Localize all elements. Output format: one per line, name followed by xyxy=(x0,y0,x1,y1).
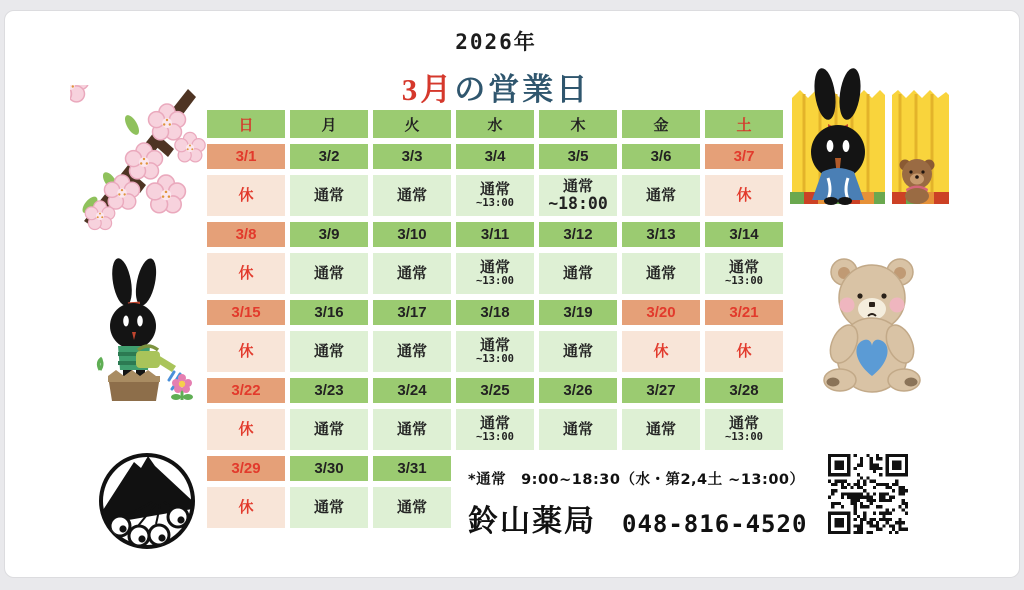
date-cell: 3/31 xyxy=(373,456,451,481)
weekday-header-3: 火 xyxy=(373,110,451,138)
mountain-bells-logo-icon xyxy=(92,442,202,560)
status-label: 通常 xyxy=(562,342,593,360)
status-label: 通常 xyxy=(645,420,676,438)
title-month: 3月 xyxy=(401,72,455,107)
status-label: 通常 xyxy=(396,264,427,282)
status-cell xyxy=(290,409,368,450)
date-cell: 3/25 xyxy=(456,378,534,403)
qr-code xyxy=(828,453,908,535)
closing-time-label: ~13:00 xyxy=(476,196,514,209)
closing-time-label: ~13:00 xyxy=(476,352,514,365)
closing-time-label: ~13:00 xyxy=(476,430,514,443)
weekday-header-2: 月 xyxy=(290,110,368,138)
status-label: 通常 xyxy=(728,415,759,433)
date-cell: 3/4 xyxy=(456,144,534,169)
date-cell: 3/14 xyxy=(705,222,783,247)
footer-shop-line xyxy=(468,496,807,540)
status-cell xyxy=(373,409,451,450)
status-cell xyxy=(373,253,451,294)
date-cell: 3/1 xyxy=(207,144,285,169)
cherry-blossom-illustration xyxy=(70,85,210,235)
status-label: 休 xyxy=(238,264,254,282)
date-cell: 3/17 xyxy=(373,300,451,325)
weekday-header-5: 木 xyxy=(539,110,617,138)
qr-code-icon xyxy=(828,453,908,535)
date-cell: 3/11 xyxy=(456,222,534,247)
status-label: 通常 xyxy=(645,186,676,204)
status-cell xyxy=(456,331,534,372)
date-cell: 3/23 xyxy=(290,378,368,403)
status-label: 休 xyxy=(736,342,752,360)
status-cell xyxy=(373,175,451,216)
date-cell: 3/13 xyxy=(622,222,700,247)
header xyxy=(207,26,785,109)
status-label: 休 xyxy=(736,186,752,204)
status-cell xyxy=(290,175,368,216)
status-label: 通常 xyxy=(313,342,344,360)
status-label: 休 xyxy=(238,342,254,360)
status-label: 休 xyxy=(653,342,669,360)
date-cell: 3/7 xyxy=(705,144,783,169)
status-cell xyxy=(539,409,617,450)
date-cell: 3/3 xyxy=(373,144,451,169)
status-cell xyxy=(705,175,783,216)
status-label: 通常 xyxy=(396,342,427,360)
closing-time-label: ~13:00 xyxy=(725,430,763,443)
rabbit-watering-illustration xyxy=(78,258,203,403)
date-cell: 3/20 xyxy=(622,300,700,325)
closing-time-label: ~18:00 xyxy=(548,193,608,213)
weekday-header-4: 水 xyxy=(456,110,534,138)
date-cell: 3/2 xyxy=(290,144,368,169)
weekday-header-7: 土 xyxy=(705,110,783,138)
date-cell: 3/22 xyxy=(207,378,285,403)
date-cell: 3/30 xyxy=(290,456,368,481)
status-label: 通常 xyxy=(396,498,427,516)
status-cell xyxy=(622,331,700,372)
date-cell: 3/18 xyxy=(456,300,534,325)
status-label: 休 xyxy=(238,420,254,438)
status-label: 通常 xyxy=(396,186,427,204)
page-title xyxy=(207,64,785,109)
status-cell xyxy=(622,409,700,450)
closing-time-label: ~13:00 xyxy=(725,274,763,287)
status-label: 通常 xyxy=(313,498,344,516)
pharmacy-name: 鈴山薬局 xyxy=(468,505,596,538)
rabbit-fence-icon xyxy=(788,68,953,208)
status-cell xyxy=(373,487,451,528)
status-cell xyxy=(373,331,451,372)
status-label: 通常 xyxy=(562,420,593,438)
calendar-grid xyxy=(207,110,785,528)
date-cell: 3/24 xyxy=(373,378,451,403)
status-cell xyxy=(207,487,285,528)
status-label: 通常 xyxy=(562,177,593,195)
status-cell xyxy=(539,175,617,216)
phone-number: 048-816-4520 xyxy=(622,510,808,538)
status-cell xyxy=(705,331,783,372)
status-cell xyxy=(622,253,700,294)
status-label: 通常 xyxy=(396,420,427,438)
date-cell: 3/8 xyxy=(207,222,285,247)
date-cell: 3/6 xyxy=(622,144,700,169)
status-cell xyxy=(705,253,783,294)
closing-time-label: ~13:00 xyxy=(476,274,514,287)
status-cell xyxy=(207,331,285,372)
status-label: 通常 xyxy=(313,264,344,282)
date-cell: 3/26 xyxy=(539,378,617,403)
teddy-bear-icon xyxy=(802,252,942,397)
status-label: 通常 xyxy=(313,420,344,438)
date-cell: 3/21 xyxy=(705,300,783,325)
year-title: 2026年 xyxy=(455,30,537,54)
status-label: 通常 xyxy=(313,186,344,204)
status-label: 通常 xyxy=(645,264,676,282)
status-label: 休 xyxy=(238,498,254,516)
weekday-header-6: 金 xyxy=(622,110,700,138)
status-label: 通常 xyxy=(562,264,593,282)
status-label: 通常 xyxy=(479,259,510,277)
title-rest: の営業日 xyxy=(454,72,591,107)
status-label: 通常 xyxy=(479,415,510,433)
date-cell: 3/19 xyxy=(539,300,617,325)
weekday-header-1: 日 xyxy=(207,110,285,138)
status-label: 通常 xyxy=(479,337,510,355)
status-cell xyxy=(539,331,617,372)
status-cell xyxy=(456,409,534,450)
rabbit-fence-illustration xyxy=(788,68,953,208)
date-cell: 3/9 xyxy=(290,222,368,247)
status-label: 通常 xyxy=(479,181,510,199)
date-cell: 3/12 xyxy=(539,222,617,247)
status-cell xyxy=(539,253,617,294)
status-cell xyxy=(456,253,534,294)
status-cell xyxy=(207,175,285,216)
status-cell xyxy=(705,409,783,450)
status-cell xyxy=(456,175,534,216)
date-cell: 3/16 xyxy=(290,300,368,325)
date-cell: 3/28 xyxy=(705,378,783,403)
date-cell: 3/27 xyxy=(622,378,700,403)
status-cell xyxy=(290,331,368,372)
rabbit-watering-icon xyxy=(78,258,203,403)
status-label: 通常 xyxy=(728,259,759,277)
date-cell: 3/15 xyxy=(207,300,285,325)
pharmacy-logo xyxy=(92,442,202,560)
hours-note: *通常 9:00~18:30（水・第2,4土 ~13:00） xyxy=(468,472,805,488)
status-cell xyxy=(290,253,368,294)
date-cell: 3/5 xyxy=(539,144,617,169)
cherry-blossom-icon xyxy=(70,85,210,235)
status-cell xyxy=(207,409,285,450)
status-cell xyxy=(622,175,700,216)
status-cell xyxy=(207,253,285,294)
date-cell: 3/10 xyxy=(373,222,451,247)
status-label: 休 xyxy=(238,186,254,204)
teddy-bear-illustration xyxy=(802,252,942,397)
date-cell: 3/29 xyxy=(207,456,285,481)
status-cell xyxy=(290,487,368,528)
